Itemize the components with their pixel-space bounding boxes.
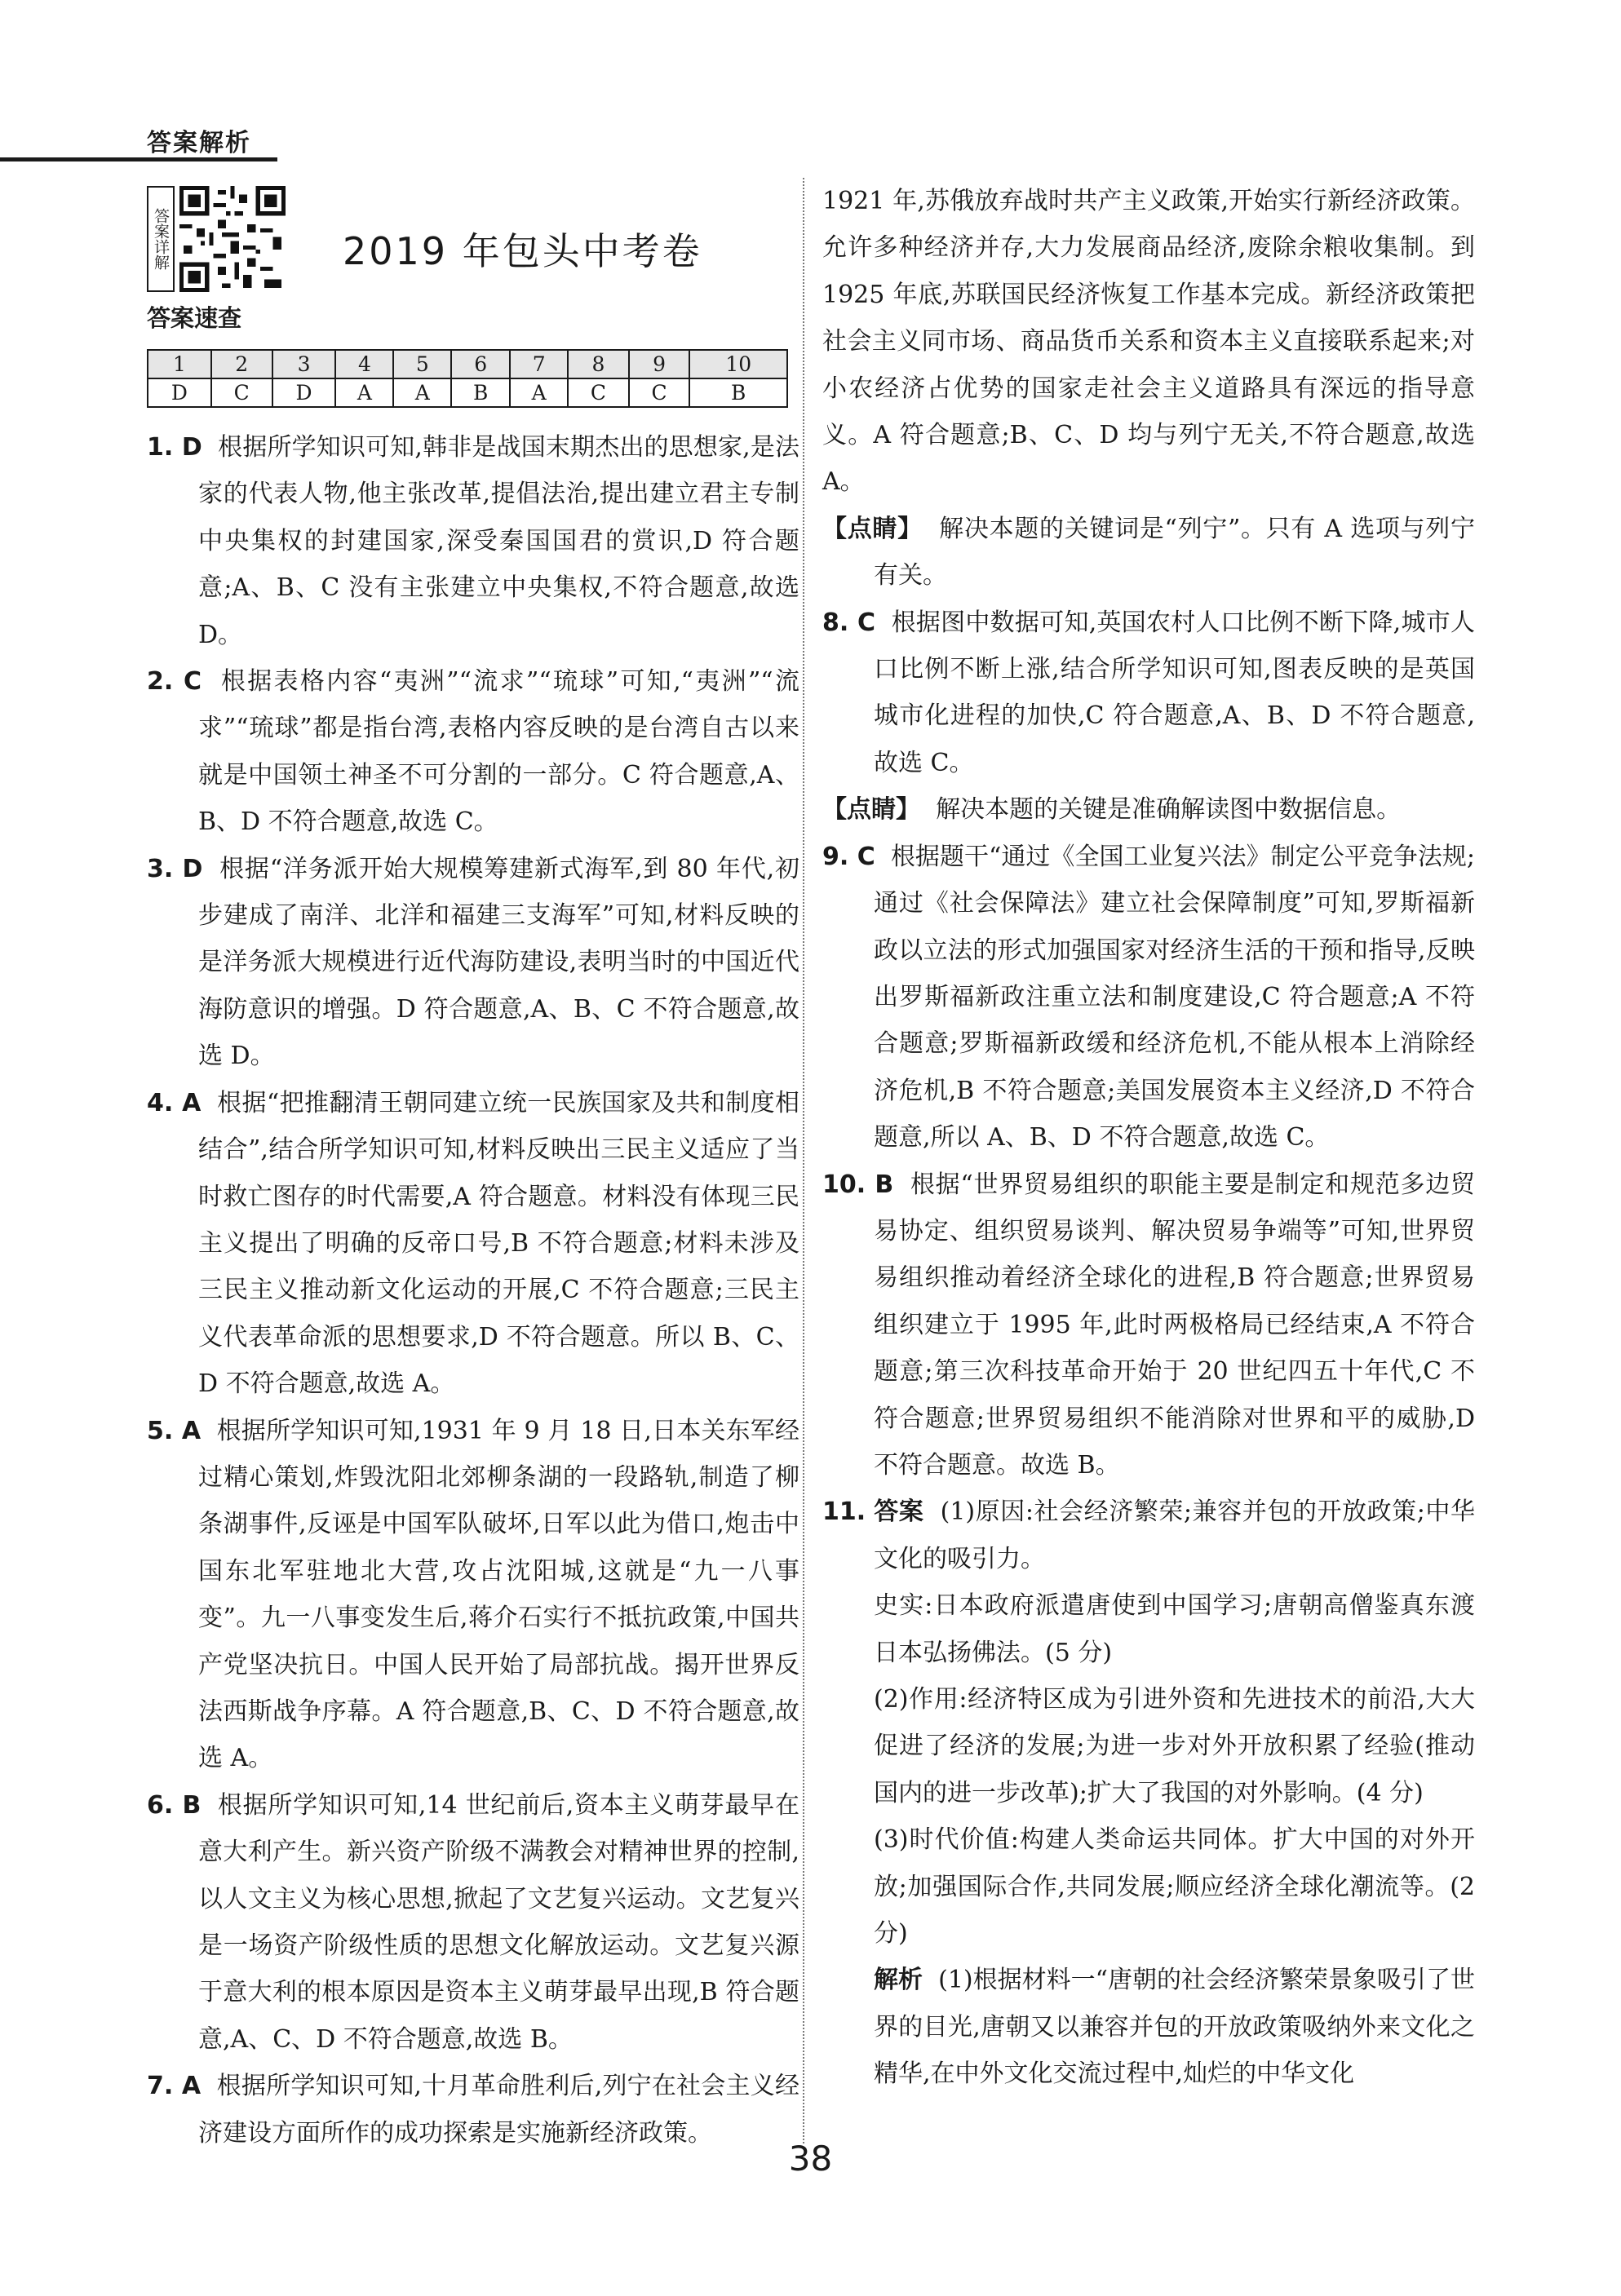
answer-part-2: 史实:日本政府派遣唐使到中国学习;唐朝高僧鉴真东渡日本弘扬佛法。(5 分) (874, 1591, 1475, 1667)
qr-code-icon[interactable] (179, 186, 286, 292)
answer-part-3: (2)作用:经济特区成为引进外资和先进技术的前沿,大大促进了经济的发展;为进一步对外开放积累了经验(推动国内的进一步改革);扩大了我国的对外影响。(4 分) (874, 1685, 1475, 1807)
tip-text: 解决本题的关键是准确解读图中数据信息。 (936, 795, 1402, 825)
qr-side-label: 答案详解 (147, 186, 175, 292)
item-text: 根据所学知识可知,14 世纪前后,资本主义萌芽最早在意大利产生。新兴资产阶级不满教会对精神世界的控制,以人文主义为核心思想,掀起了文艺复兴运动。文艺复兴是一场资产阶级性质的思想文化解放运动。文艺复兴源于意大利的根本原因是资本主义萌芽最早出现,B 符合题意,A、C、D 不符合题意,故选 B。 (198, 1790, 799, 2054)
grid-answer: D (148, 378, 211, 407)
grid-answer: A (510, 378, 568, 407)
left-column (147, 424, 799, 2157)
grid-answer: D (272, 378, 336, 407)
answer-item-11 (822, 1489, 1475, 2097)
grid-answer: C (211, 378, 272, 407)
item-number: 9. C (822, 842, 875, 871)
item-text: 根据所学知识可知,1931 年 9 月 18 日,日本关东军经过精心策划,炸毁沈阳北郊柳条湖的一段路轨,制造了柳条湖事件,反诬是中国军队破坏,日军以此为借口,炮击中国东北军驻地北大营,攻占沈阳城,这就是“九一八事变”。九一八事变发生后,蒋介石实行不抵抗政策,中国共产党坚决抗日。中国人民开始了局部抗战。揭开世界反法西斯战争序幕。A 符合题意,B、C、D 不符合题意,故选 A。 (198, 1416, 799, 1773)
item-number: 7. A (147, 2072, 202, 2101)
item-number: 2. C (147, 667, 202, 697)
item-text: 根据题干“通过《全国工业复兴法》制定公平竞争法规;通过《社会保障法》建立社会保障制度”可知,罗斯福新政以立法的形式加强国家对经济生活的干预和指导,反映出罗斯福新政注重立法和制度建设,C 符合题意;A 不符合题意;罗斯福新政缓和经济危机,不能从根本上消除经济危机,B 不符合题意;美国发展资本主义经济,D 不符合题意,所以 A、B、D 不符合题意,故选 C。 (874, 842, 1476, 1152)
answer-item-1 (147, 424, 799, 658)
item-number: 1. D (147, 433, 202, 462)
grid-number: 1 (148, 350, 211, 378)
item-text: 根据“世界贸易组织的职能主要是制定和规范多边贸易协定、组织贸易谈判、解决贸易争端等”可知,世界贸易组织推动着经济全球化的进程,B 符合题意;世界贸易组织建立于 1995 年,此时两极格局已经结束,A 不符合题意;第三次科技革命开始于 20 世纪四五十年代,C 不符合题意;世界贸易组织不能消除对世界和平的威胁,D 不符合题意。故选 B。 (874, 1170, 1475, 1480)
grid-number: 9 (629, 350, 690, 378)
item-text: 根据“洋务派开始大规模筹建新式海军,到 80 年代,初步建成了南洋、北洋和福建三支海军”可知,材料反映的是洋务派大规模进行近代海防建设,表明当时的中国近代海防意识的增强。D 符合题意,A、B、C 不符合题意,故选 D。 (198, 854, 800, 1071)
answer-item-9 (822, 834, 1475, 1161)
paper-title: 2019 年包头中考卷 (343, 229, 702, 273)
grid-number: 7 (510, 350, 568, 378)
analysis (822, 1957, 1475, 2097)
grid-number: 2 (211, 350, 272, 378)
answer-part-4: (3)时代价值:构建人类命运共同体。扩大中国的对外开放;加强国际合作,共同发展;顺应经济全球化潮流等。(2 分) (874, 1825, 1475, 1949)
tip-8 (822, 786, 1475, 833)
grid-number: 10 (689, 350, 787, 378)
answer-item-7-continued: 1921 年,苏俄放弃战时共产主义政策,开始实行新经济政策。允许多种经济并存,大力发展商品经济,废除余粮收集制。到 1925 年底,苏联国民经济恢复工作基本完成。新经济政策把社会主义同市场、商品货币关系和资本主义直接联系起来;对小农经济占优势的国家走社会主义道路具有深远的指导意义。A 符合题意;B、C、D 均与列宁无关,不符合题意,故选 A。 (822, 187, 1475, 497)
grid-number: 8 (568, 350, 629, 378)
item-number: 4. A (147, 1088, 202, 1117)
item-text: 根据所学知识可知,十月革命胜利后,列宁在社会主义经济建设方面所作的成功探索是实施新经济政策。 (198, 2072, 799, 2148)
grid-answer: A (335, 378, 393, 407)
answer-item-6 (147, 1782, 799, 2063)
item-number: 5. A (147, 1416, 202, 1445)
grid-answer: C (568, 378, 629, 407)
grid-answer: B (451, 378, 510, 407)
item-text: 根据“把推翻清王朝同建立统一民族国家及共和制度相结合”,结合所学知识可知,材料反映出三民主义适应了当时救亡图存的时代需要,A 符合题意。材料没有体现三民主义提出了明确的反帝口号,B 不符合题意;材料未涉及三民主义推动新文化运动的开展,C 不符合题意;三民主义代表革命派的思想要求,D 不符合题意。所以 B、C、D 不符合题意,故选 A。 (198, 1088, 800, 1399)
analysis-tag: 解析 (874, 1966, 923, 1995)
grid-answer: A (393, 378, 451, 407)
answer-grid (147, 349, 788, 408)
item-number: 6. B (147, 1790, 202, 1820)
header-label: 答案解析 (147, 129, 251, 157)
item-number: 8. C (822, 608, 875, 637)
page-number: 38 (788, 2139, 833, 2179)
item-number: 11. (822, 1497, 866, 1527)
qr-block[interactable] (147, 186, 286, 292)
analysis-text: (1)根据材料一“唐朝的社会经济繁荣景象吸引了世界的目光,唐朝又以兼容并包的开放政策吸纳外来文化之精华,在中外文化交流过程中,灿烂的中华文化 (874, 1966, 1476, 2089)
item-number: 3. D (147, 854, 203, 883)
tip-7 (822, 506, 1475, 599)
answer-grid-numbers-row (148, 350, 787, 378)
answer-grid-answers-row (148, 378, 787, 407)
item-text: 根据表格内容“夷洲”“流求”“琉球”可知,“夷洲”“流求”“琉球”都是指台湾,表格内容反映的是台湾自古以来就是中国领土神圣不可分割的一部分。C 符合题意,A、B、D 不符合题意,故选 C。 (198, 667, 799, 837)
answer-item-8 (822, 599, 1475, 787)
grid-number: 5 (393, 350, 451, 378)
grid-number: 3 (272, 350, 336, 378)
answer-item-5 (147, 1408, 799, 1782)
grid-answer: B (689, 378, 787, 407)
item-number: 10. B (822, 1170, 894, 1199)
grid-answer: C (629, 378, 690, 407)
column-divider (803, 178, 804, 2143)
answer-part-1: (1)原因:社会经济繁荣;兼容并包的开放政策;中华文化的吸引力。 (874, 1497, 1475, 1573)
answer-tag: 答案 (874, 1497, 924, 1527)
item-text: 根据所学知识可知,韩非是战国末期杰出的思想家,是法家的代表人物,他主张改革,提倡法治,提出建立君主专制中央集权的封建国家,深受秦国国君的赏识,D 符合题意;A、B、C 没有主张建立中央集权,不符合题意,故选 D。 (198, 433, 799, 649)
grid-number: 6 (451, 350, 510, 378)
quick-check-label: 答案速查 (147, 304, 242, 332)
item-text: 根据图中数据可知,英国农村人口比例不断下降,城市人口比例不断上涨,结合所学知识可知,图表反映的是英国城市化进程的加快,C 符合题意,A、B、D 不符合题意,故选 C。 (874, 608, 1476, 777)
answer-item-4 (147, 1080, 799, 1408)
answer-item-10 (822, 1161, 1475, 1489)
answer-item-3 (147, 846, 799, 1080)
tip-tag: 【点睛】 (822, 795, 920, 825)
grid-number: 4 (335, 350, 393, 378)
tip-tag: 【点睛】 (822, 514, 923, 543)
right-column (822, 178, 1475, 2098)
header-rule (0, 157, 277, 161)
answer-item-2 (147, 658, 799, 846)
tip-text: 解决本题的关键词是“列宁”。只有 A 选项与列宁有关。 (874, 514, 1475, 591)
